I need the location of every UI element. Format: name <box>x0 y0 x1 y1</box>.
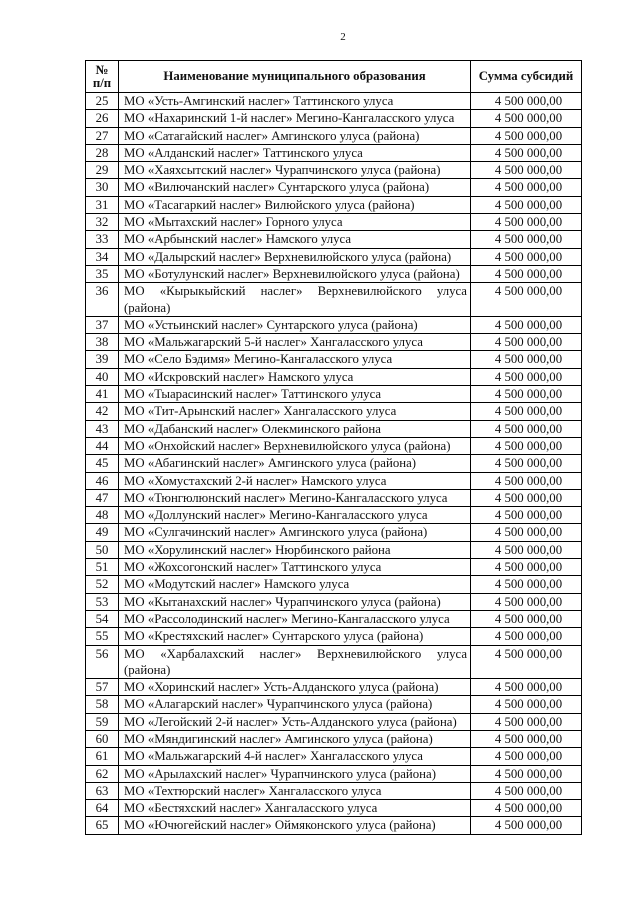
row-number: 26 <box>86 110 119 127</box>
municipality-name: МО «Хоринский наслег» Усть-Алданского улуса (района) <box>119 679 471 696</box>
table-row <box>86 368 582 385</box>
subsidy-amount: 4 500 000,00 <box>471 524 582 541</box>
municipality-name: МО «Абагинский наслег» Амгинского улуса (района) <box>119 455 471 472</box>
row-number: 35 <box>86 265 119 282</box>
row-number: 65 <box>86 817 119 834</box>
table-row <box>86 472 582 489</box>
subsidy-amount: 4 500 000,00 <box>471 472 582 489</box>
subsidy-amount: 4 500 000,00 <box>471 800 582 817</box>
municipality-name: МО «Село Бэдимя» Мегино-Кангаласского улуса <box>119 351 471 368</box>
table-row <box>86 127 582 144</box>
subsidy-amount: 4 500 000,00 <box>471 817 582 834</box>
table-row <box>86 93 582 110</box>
municipality-name: МО «Хаяхсытский наслег» Чурапчинского улуса (района) <box>119 162 471 179</box>
subsidy-amount: 4 500 000,00 <box>471 179 582 196</box>
page-number: 2 <box>340 31 346 43</box>
municipality-name: МО «Легойский 2-й наслег» Усть-Алданского улуса (района) <box>119 713 471 730</box>
municipality-name: МО «Устьинский наслег» Сунтарского улуса (района) <box>119 316 471 333</box>
table-row <box>86 283 582 317</box>
row-number: 63 <box>86 782 119 799</box>
row-number: 40 <box>86 368 119 385</box>
row-number: 52 <box>86 576 119 593</box>
municipality-name: МО «Ючюгейский наслег» Оймяконского улуса (района) <box>119 817 471 834</box>
table-row <box>86 800 582 817</box>
subsidy-amount: 4 500 000,00 <box>471 93 582 110</box>
row-number: 37 <box>86 316 119 333</box>
row-number: 33 <box>86 231 119 248</box>
subsidy-amount: 4 500 000,00 <box>471 507 582 524</box>
municipality-name: МО «Тит-Арынский наслег» Хангаласского улуса <box>119 403 471 420</box>
table-row <box>86 214 582 231</box>
table-header <box>86 61 582 93</box>
subsidy-amount: 4 500 000,00 <box>471 334 582 351</box>
table-row <box>86 179 582 196</box>
subsidy-amount: 4 500 000,00 <box>471 628 582 645</box>
subsidy-amount: 4 500 000,00 <box>471 765 582 782</box>
table-row <box>86 645 582 679</box>
table-row <box>86 541 582 558</box>
municipality-name: МО «Жохсогонский наслег» Таттинского улуса <box>119 559 471 576</box>
municipality-name: МО «Рассолодинский наслег» Мегино-Кангаласского улуса <box>119 610 471 627</box>
subsidy-amount: 4 500 000,00 <box>471 110 582 127</box>
header-municipality-name: Наименование муниципального образования <box>119 61 471 93</box>
row-number: 47 <box>86 489 119 506</box>
subsidy-amount: 4 500 000,00 <box>471 455 582 472</box>
subsidy-amount: 4 500 000,00 <box>471 437 582 454</box>
municipality-name: МО «Вилючанский наслег» Сунтарского улуса (района) <box>119 179 471 196</box>
municipality-name: МО «Мальжагарский 4-й наслег» Хангаласского улуса <box>119 748 471 765</box>
municipality-name: МО «Доллунский наслег» Мегино-Кангаласского улуса <box>119 507 471 524</box>
municipality-name: МО «Алагарский наслег» Чурапчинского улуса (района) <box>119 696 471 713</box>
row-number: 27 <box>86 127 119 144</box>
table-row <box>86 748 582 765</box>
row-number: 34 <box>86 248 119 265</box>
table-row <box>86 817 582 834</box>
subsidy-amount: 4 500 000,00 <box>471 541 582 558</box>
table-row <box>86 351 582 368</box>
row-number: 58 <box>86 696 119 713</box>
municipality-name: МО «Кытанахский наслег» Чурапчинского улуса (района) <box>119 593 471 610</box>
subsidy-amount: 4 500 000,00 <box>471 231 582 248</box>
row-number: 60 <box>86 730 119 747</box>
row-number: 25 <box>86 93 119 110</box>
row-number: 54 <box>86 610 119 627</box>
municipality-name: МО «Онхойский наслег» Верхневилюйского улуса (района) <box>119 437 471 454</box>
municipality-name: МО «Усть-Амгинский наслег» Таттинского улуса <box>119 93 471 110</box>
row-number: 36 <box>86 283 119 317</box>
subsidy-amount: 4 500 000,00 <box>471 214 582 231</box>
table-row <box>86 713 582 730</box>
row-number: 53 <box>86 593 119 610</box>
municipality-name: МО «Мальжагарский 5-й наслег» Хангаласского улуса <box>119 334 471 351</box>
table-row <box>86 144 582 161</box>
subsidy-amount: 4 500 000,00 <box>471 283 582 317</box>
row-number: 30 <box>86 179 119 196</box>
subsidy-amount: 4 500 000,00 <box>471 610 582 627</box>
table-row <box>86 265 582 282</box>
row-number: 31 <box>86 196 119 213</box>
subsidy-amount: 4 500 000,00 <box>471 144 582 161</box>
subsidy-amount: 4 500 000,00 <box>471 696 582 713</box>
subsidy-amount: 4 500 000,00 <box>471 351 582 368</box>
row-number: 38 <box>86 334 119 351</box>
municipality-name: МО «Сулгачинский наслег» Амгинского улуса (района) <box>119 524 471 541</box>
subsidy-amount: 4 500 000,00 <box>471 645 582 679</box>
municipality-name: МО «Мытахский наслег» Горного улуса <box>119 214 471 231</box>
table-row <box>86 248 582 265</box>
table-row <box>86 524 582 541</box>
subsidy-amount: 4 500 000,00 <box>471 576 582 593</box>
table-row <box>86 765 582 782</box>
municipality-name: МО «Ботулунский наслег» Верхневилюйского улуса (района) <box>119 265 471 282</box>
row-number: 43 <box>86 420 119 437</box>
municipality-name: МО «Сатагайский наслег» Амгинского улуса (района) <box>119 127 471 144</box>
subsidy-amount: 4 500 000,00 <box>471 162 582 179</box>
subsidy-amount: 4 500 000,00 <box>471 368 582 385</box>
row-number: 49 <box>86 524 119 541</box>
municipality-name: МО «Арбынский наслег» Намского улуса <box>119 231 471 248</box>
table-body <box>86 93 582 835</box>
municipality-name: МО «Далырский наслег» Верхневилюйского улуса (района) <box>119 248 471 265</box>
table-row <box>86 386 582 403</box>
table-row <box>86 576 582 593</box>
table-row <box>86 110 582 127</box>
table-row <box>86 489 582 506</box>
municipality-name: МО «Тыарасинский наслег» Таттинского улуса <box>119 386 471 403</box>
table-row <box>86 403 582 420</box>
subsidy-amount: 4 500 000,00 <box>471 248 582 265</box>
row-number: 46 <box>86 472 119 489</box>
municipality-name: МО «Искровский наслег» Намского улуса <box>119 368 471 385</box>
municipality-name: МО «Хорулинский наслег» Нюрбинского района <box>119 541 471 558</box>
row-number: 41 <box>86 386 119 403</box>
header-number: № п/п <box>86 61 119 93</box>
row-number: 29 <box>86 162 119 179</box>
row-number: 57 <box>86 679 119 696</box>
table-row <box>86 679 582 696</box>
table-row <box>86 196 582 213</box>
table-row <box>86 696 582 713</box>
row-number: 64 <box>86 800 119 817</box>
row-number: 42 <box>86 403 119 420</box>
subsidy-amount: 4 500 000,00 <box>471 713 582 730</box>
subsidy-amount: 4 500 000,00 <box>471 386 582 403</box>
municipality-name: МО «Нахаринский 1-й наслег» Мегино-Кангаласского улуса <box>119 110 471 127</box>
subsidy-amount: 4 500 000,00 <box>471 559 582 576</box>
subsidy-amount: 4 500 000,00 <box>471 265 582 282</box>
subsidy-amount: 4 500 000,00 <box>471 420 582 437</box>
municipality-name: МО «Дабанский наслег» Олекминского района <box>119 420 471 437</box>
row-number: 28 <box>86 144 119 161</box>
table-row <box>86 628 582 645</box>
municipality-name: МО «Хомустахский 2-й наслег» Намского улуса <box>119 472 471 489</box>
subsidy-amount: 4 500 000,00 <box>471 593 582 610</box>
municipality-name: МО «Кырыкыйский наслег» Верхневилюйского улуса (района) <box>119 283 471 317</box>
subsidy-amount: 4 500 000,00 <box>471 748 582 765</box>
table-row <box>86 334 582 351</box>
municipality-name: МО «Техтюрский наслег» Хангаласского улуса <box>119 782 471 799</box>
table-row <box>86 316 582 333</box>
municipality-name: МО «Харбалахский наслег» Верхневилюйского улуса (района) <box>119 645 471 679</box>
subsidy-amount: 4 500 000,00 <box>471 489 582 506</box>
table-row <box>86 437 582 454</box>
row-number: 62 <box>86 765 119 782</box>
municipality-name: МО «Тюнгюлюнский наслег» Мегино-Кангаласского улуса <box>119 489 471 506</box>
subsidy-table <box>85 60 582 835</box>
subsidy-amount: 4 500 000,00 <box>471 196 582 213</box>
subsidy-amount: 4 500 000,00 <box>471 679 582 696</box>
municipality-name: МО «Алданский наслег» Таттинского улуса <box>119 144 471 161</box>
municipality-name: МО «Мяндигинский наслег» Амгинского улуса (района) <box>119 730 471 747</box>
subsidy-amount: 4 500 000,00 <box>471 127 582 144</box>
table-row <box>86 455 582 472</box>
municipality-name: МО «Бестяхский наслег» Хангаласского улуса <box>119 800 471 817</box>
row-number: 32 <box>86 214 119 231</box>
subsidy-amount: 4 500 000,00 <box>471 730 582 747</box>
municipality-name: МО «Тасагаркий наслег» Вилюйского улуса (района) <box>119 196 471 213</box>
table-row <box>86 507 582 524</box>
municipality-name: МО «Крестяхский наслег» Сунтарского улуса (района) <box>119 628 471 645</box>
table-row <box>86 782 582 799</box>
row-number: 56 <box>86 645 119 679</box>
row-number: 48 <box>86 507 119 524</box>
row-number: 51 <box>86 559 119 576</box>
subsidy-amount: 4 500 000,00 <box>471 316 582 333</box>
row-number: 44 <box>86 437 119 454</box>
row-number: 55 <box>86 628 119 645</box>
row-number: 50 <box>86 541 119 558</box>
row-number: 39 <box>86 351 119 368</box>
table-row <box>86 420 582 437</box>
subsidy-amount: 4 500 000,00 <box>471 782 582 799</box>
municipality-name: МО «Арылахский наслег» Чурапчинского улуса (района) <box>119 765 471 782</box>
row-number: 45 <box>86 455 119 472</box>
table-row <box>86 730 582 747</box>
table-row <box>86 610 582 627</box>
row-number: 59 <box>86 713 119 730</box>
row-number: 61 <box>86 748 119 765</box>
table-header-row <box>86 61 582 93</box>
subsidy-amount: 4 500 000,00 <box>471 403 582 420</box>
header-subsidy-amount: Сумма субсидий <box>471 61 582 93</box>
table-row <box>86 593 582 610</box>
table-row <box>86 162 582 179</box>
table-row <box>86 231 582 248</box>
table-row <box>86 559 582 576</box>
municipality-name: МО «Модутский наслег» Намского улуса <box>119 576 471 593</box>
